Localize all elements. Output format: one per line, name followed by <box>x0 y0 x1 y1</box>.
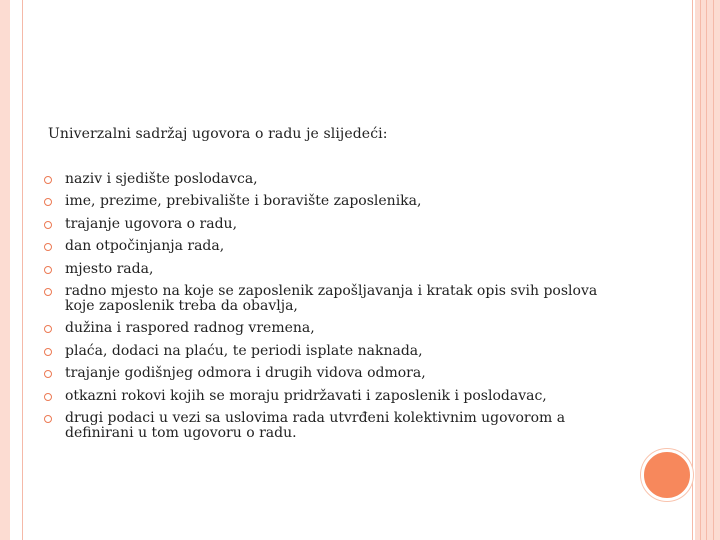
list-item <box>44 366 624 381</box>
list-item <box>44 239 624 254</box>
list-item-text: mjesto rada, <box>65 260 154 277</box>
list-item-text: ime, prezime, prebivalište i boravište zaposlenika, <box>65 193 422 210</box>
list-item-text: dan otpočinjanja rada, <box>65 238 225 255</box>
list-item <box>44 262 624 277</box>
right-frame-line <box>713 0 714 540</box>
left-frame-band <box>0 0 10 540</box>
list-item-text: otkazni rokovi kojih se moraju pridržavati i zaposlenik i poslodavac, <box>65 387 547 404</box>
list-item-text: drugi podaci u vezi sa uslovima rada utvrđeni kolektivnim ugovorom a definirani u tom ugovoru o radu. <box>65 409 566 441</box>
contract-content-list <box>44 172 624 448</box>
list-item <box>44 321 624 336</box>
list-item-text: dužina i raspored radnog vremena, <box>65 320 315 337</box>
hollow-circle-bullet-icon <box>44 393 52 401</box>
left-frame-line <box>22 0 23 540</box>
intro-text: Univerzalni sadržaj ugovora o radu je slijedeći: <box>48 126 388 142</box>
hollow-circle-bullet-icon <box>44 348 52 356</box>
right-frame-line <box>692 0 693 540</box>
list-item <box>44 411 624 441</box>
hollow-circle-bullet-icon <box>44 415 52 423</box>
right-frame-band <box>695 0 720 540</box>
list-item <box>44 389 624 404</box>
right-frame-line <box>700 0 701 540</box>
list-item <box>44 194 624 209</box>
hollow-circle-bullet-icon <box>44 288 52 296</box>
hollow-circle-bullet-icon <box>44 221 52 229</box>
list-item <box>44 217 624 232</box>
decorative-orange-circle <box>641 449 693 501</box>
hollow-circle-bullet-icon <box>44 243 52 251</box>
list-item-text: trajanje ugovora o radu, <box>65 215 238 232</box>
hollow-circle-bullet-icon <box>44 198 52 206</box>
hollow-circle-bullet-icon <box>44 370 52 378</box>
right-frame-line <box>706 0 707 540</box>
hollow-circle-bullet-icon <box>44 325 52 333</box>
list-item <box>44 284 624 314</box>
list-item-text: naziv i sjedište poslodavca, <box>65 171 258 187</box>
list-item-text: trajanje godišnjeg odmora i drugih vidova odmora, <box>65 365 426 382</box>
list-item-text: radno mjesto na koje se zaposlenik zapošljavanja i kratak opis svih poslova koje zaposlenik treba da obavlja, <box>65 282 598 314</box>
list-item <box>44 344 624 359</box>
hollow-circle-bullet-icon <box>44 266 52 274</box>
hollow-circle-bullet-icon <box>44 176 52 184</box>
list-item-text: plaća, dodaci na plaću, te periodi isplate naknada, <box>65 342 423 359</box>
list-item <box>44 172 624 187</box>
